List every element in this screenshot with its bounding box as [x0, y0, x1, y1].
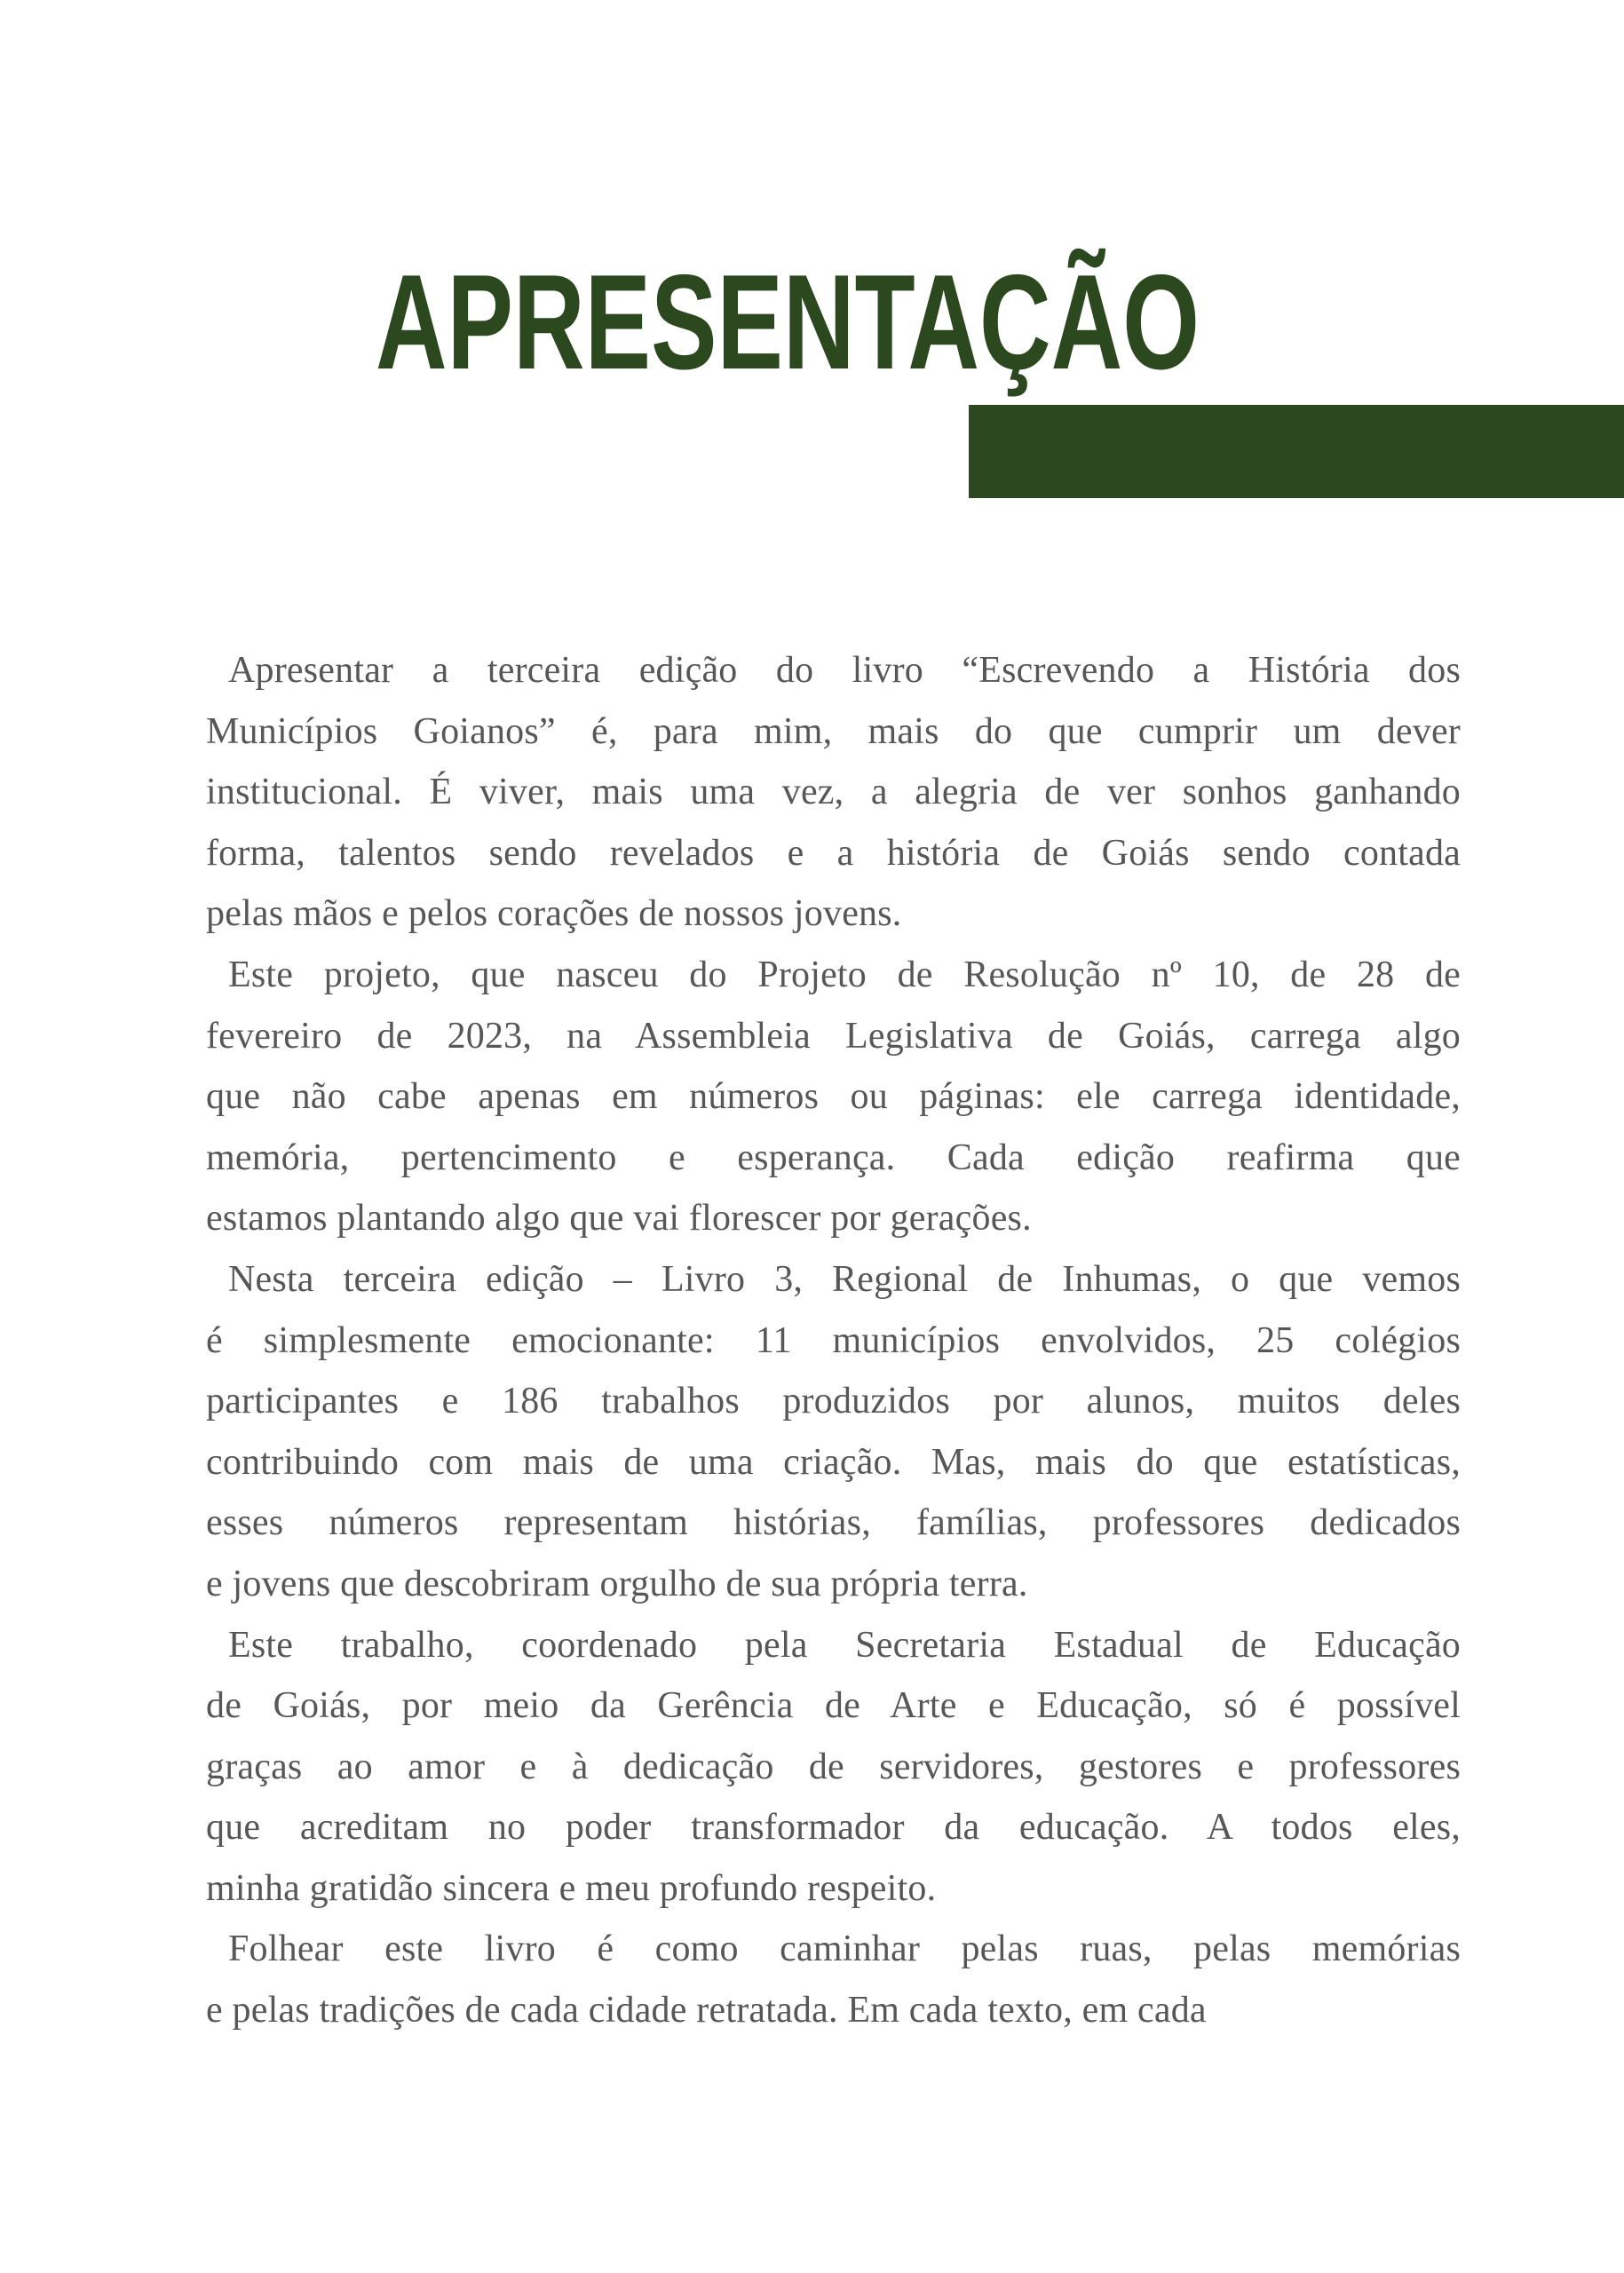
text-line: e pelas tradições de cada cidade retratada. Em cada texto, em cada [206, 1990, 1207, 2031]
accent-bar [969, 405, 1624, 498]
text-line: estamos plantando algo que vai florescer por gerações. [206, 1198, 1032, 1239]
page-title-text: APRESENTAÇÃO [376, 247, 1200, 398]
text-line: Municípios Goianos” é, para mim, mais do que cumprir um dever [206, 710, 1461, 752]
text-line: pelas mãos e pelos corações de nossos jovens. [206, 893, 902, 935]
text-line: Este projeto, que nasceu do Projeto de Resolução nº 10, de 28 de [228, 954, 1461, 995]
text-line: Nesta terceira edição – Livro 3, Regional de Inhumas, o que vemos [228, 1258, 1461, 1300]
text-line: contribuindo com mais de uma criação. Mas, mais do que estatísticas, [206, 1441, 1461, 1483]
text-line: e jovens que descobriram orgulho de sua própria terra. [206, 1563, 1028, 1604]
text-line: participantes e 186 trabalhos produzidos por alunos, muitos deles [206, 1381, 1461, 1422]
text-line: Este trabalho, coordenado pela Secretaria Estadual de Educação [228, 1624, 1461, 1666]
article-body [206, 640, 1461, 2041]
text-line: que não cabe apenas em números ou páginas: ele carrega identidade, [206, 1076, 1461, 1118]
page-title [376, 242, 1201, 419]
text-line: fevereiro de 2023, na Assembleia Legislativa de Goiás, carrega algo [206, 1015, 1461, 1057]
text-line: graças ao amor e à dedicação de servidores, gestores e professores [206, 1746, 1461, 1787]
text-line: que acreditam no poder transformador da educação. A todos eles, [206, 1807, 1461, 1849]
text-line: Folhear este livro é como caminhar pelas ruas, pelas memórias [228, 1928, 1461, 1970]
text-line: memória, pertencimento e esperança. Cada edição reafirma que [206, 1136, 1461, 1178]
text-line: de Goiás, por meio da Gerência de Arte e Educação, só é possível [206, 1685, 1461, 1727]
text-line: forma, talentos sendo revelados e a história de Goiás sendo contada [206, 832, 1461, 874]
text-line: institucional. É viver, mais uma vez, a alegria de ver sonhos ganhando [206, 772, 1461, 813]
text-line: minha gratidão sincera e meu profundo respeito. [206, 1867, 937, 1909]
text-line: esses números representam histórias, famílias, professores dedicados [206, 1502, 1461, 1544]
text-line: é simplesmente emocionante: 11 municípios envolvidos, 25 colégios [206, 1319, 1461, 1361]
text-line: Apresentar a terceira edição do livro “Escrevendo a História dos [228, 650, 1461, 691]
